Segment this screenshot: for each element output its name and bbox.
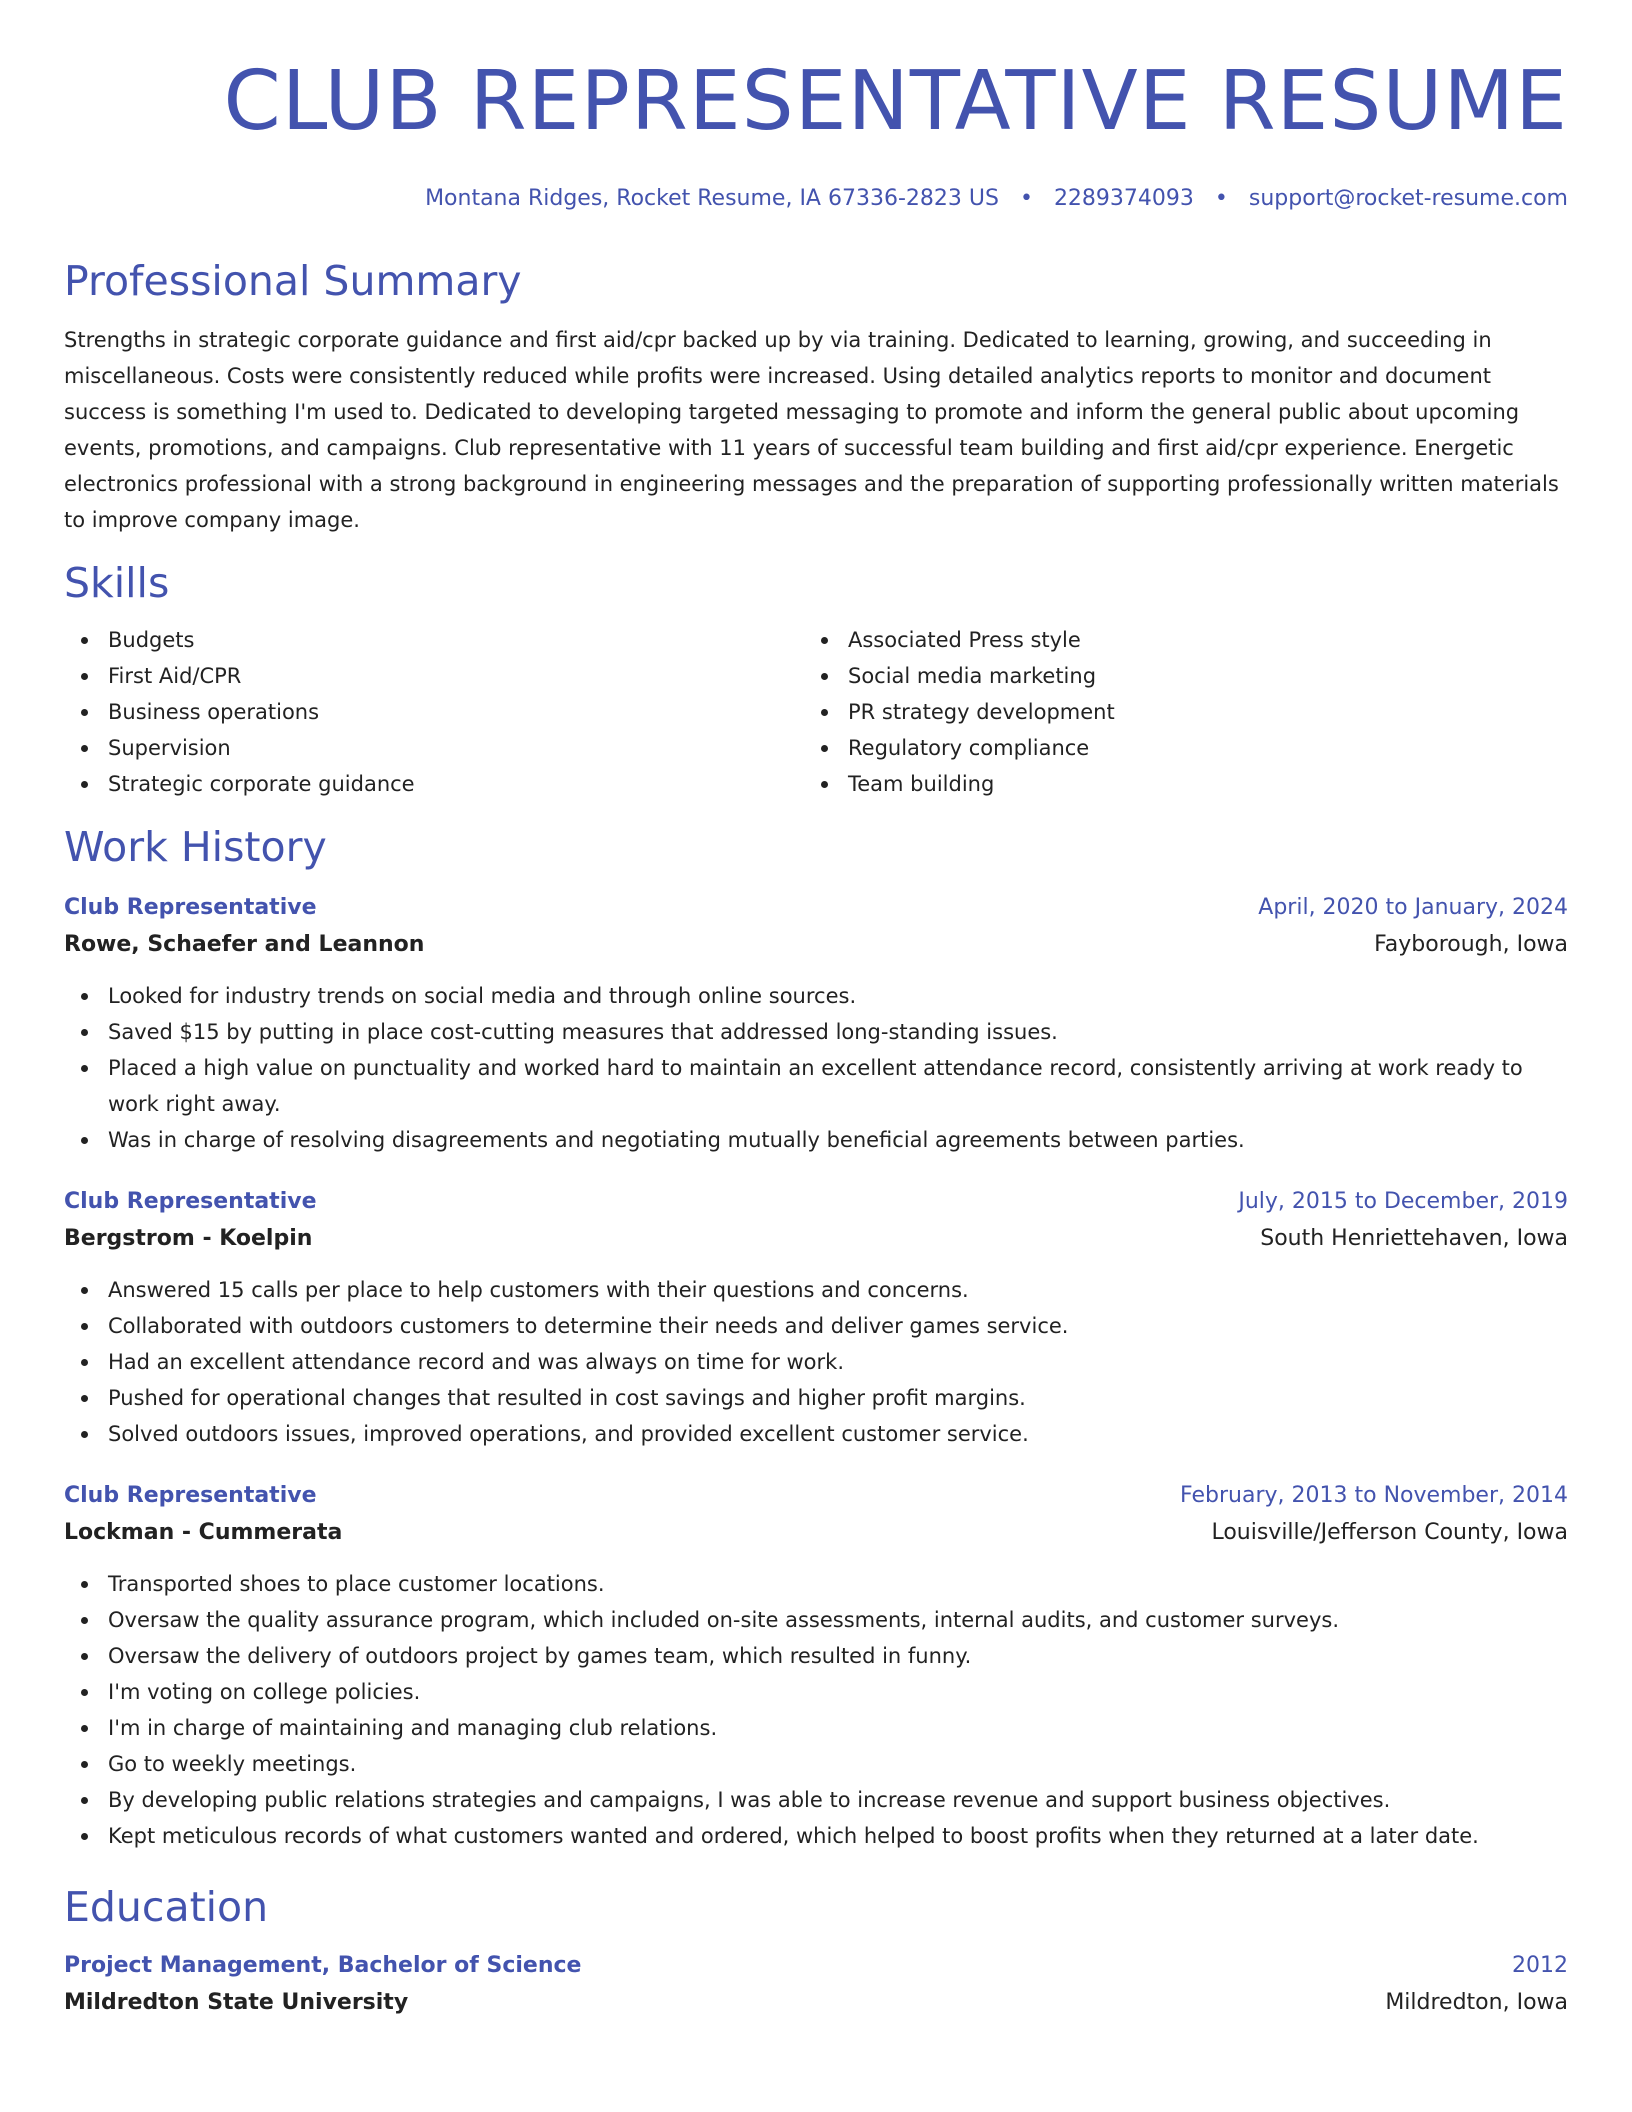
education-school: Mildredton State University (64, 1990, 409, 2015)
education-school-row (64, 1984, 1568, 2022)
job-company: Lockman - Cummerata (64, 1520, 343, 1545)
skill-item: Team building (804, 766, 1544, 802)
job-bullet: Collaborated with outdoors customers to determine their needs and deliver games service. (64, 1308, 1568, 1344)
job-bullet: Answered 15 calls per place to help customers with their questions and concerns. (64, 1272, 1568, 1308)
job-title-row (64, 1478, 1568, 1514)
skill-item: Associated Press style (804, 622, 1544, 658)
job-company-row (64, 1220, 1568, 1258)
job-bullet: By developing public relations strategies and campaigns, I was able to increase revenue and support business objectives. (64, 1782, 1568, 1818)
summary-heading: Professional Summary (64, 257, 522, 305)
job-company: Rowe, Schaefer and Leannon (64, 932, 425, 957)
job-location: Louisville/Jefferson County, Iowa (1211, 1520, 1568, 1545)
skill-item: Business operations (64, 694, 804, 730)
skill-item: Supervision (64, 730, 804, 766)
contact-phone: 2289374093 (1053, 186, 1194, 211)
job-bullet: Placed a high value on punctuality and worked hard to maintain an excellent attendance record, consistently arriving at work ready to work right away. (64, 1050, 1568, 1122)
job-location: South Henriettehaven, Iowa (1260, 1226, 1568, 1251)
education-degree-row (64, 1948, 1568, 1984)
contact-separator: • (1019, 186, 1033, 211)
job-bullet: Transported shoes to place customer locations. (64, 1566, 1568, 1602)
work-history-heading: Work History (64, 823, 327, 871)
job-company: Bergstrom - Koelpin (64, 1226, 313, 1251)
skills-list (64, 622, 1568, 802)
resume-header (64, 0, 1568, 214)
resume-title: CLUB REPRESENTATIVE RESUME (223, 54, 1568, 149)
job-bullet: Go to weekly meetings. (64, 1746, 1568, 1782)
education-entry (64, 1948, 1568, 2022)
job-bullet: Oversaw the quality assurance program, which included on-site assessments, internal audits, and customer surveys. (64, 1602, 1568, 1638)
job-company-row (64, 1514, 1568, 1552)
job-title-row (64, 890, 1568, 926)
job-bullet: Had an excellent attendance record and was always on time for work. (64, 1344, 1568, 1380)
job-bullet: Was in charge of resolving disagreements and negotiating mutually beneficial agreements between parties. (64, 1122, 1568, 1158)
job-title-row (64, 1184, 1568, 1220)
skills-heading: Skills (64, 559, 170, 607)
skill-item: Social media marketing (804, 658, 1544, 694)
job-bullets (64, 1566, 1568, 1854)
job-bullets (64, 978, 1568, 1158)
job-bullet: Kept meticulous records of what customers wanted and ordered, which helped to boost profits when they returned at a later date. (64, 1818, 1568, 1854)
job-bullet: Saved $15 by putting in place cost-cutting measures that addressed long-standing issues. (64, 1014, 1568, 1050)
job-bullet: Oversaw the delivery of outdoors project by games team, which resulted in funny. (64, 1638, 1568, 1674)
education-heading: Education (64, 1883, 269, 1931)
job-bullet: Looked for industry trends on social media and through online sources. (64, 978, 1568, 1014)
job-dates: July, 2015 to December, 2019 (1238, 1189, 1568, 1214)
job-company-row (64, 926, 1568, 964)
skill-item: Regulatory compliance (804, 730, 1544, 766)
contact-email: support@rocket-resume.com (1248, 186, 1568, 211)
job-bullet: I'm voting on college policies. (64, 1674, 1568, 1710)
contact-separator: • (1214, 186, 1228, 211)
job-dates: February, 2013 to November, 2014 (1180, 1483, 1568, 1508)
education-location: Mildredton, Iowa (1385, 1990, 1568, 2015)
job-bullet: Pushed for operational changes that resulted in cost savings and higher profit margins. (64, 1380, 1568, 1416)
job-bullet: I'm in charge of maintaining and managing club relations. (64, 1710, 1568, 1746)
job-bullets (64, 1272, 1568, 1452)
education-degree: Project Management, Bachelor of Science (64, 1953, 582, 1978)
contact-address: Montana Ridges, Rocket Resume, IA 67336-2823 US (425, 186, 999, 211)
job-entry (64, 1184, 1568, 1452)
skills-column-right (804, 622, 1544, 802)
skill-item: First Aid/CPR (64, 658, 804, 694)
skills-column-left (64, 622, 804, 802)
contact-line (64, 184, 1568, 214)
skill-item: PR strategy development (804, 694, 1544, 730)
job-title: Club Representative (64, 1483, 317, 1508)
job-entry (64, 1478, 1568, 1854)
job-title: Club Representative (64, 895, 317, 920)
education-year: 2012 (1512, 1953, 1568, 1978)
job-location: Fayborough, Iowa (1374, 932, 1568, 957)
skill-item: Budgets (64, 622, 804, 658)
summary-text: Strengths in strategic corporate guidance and first aid/cpr backed up by via training. Dedicated to learning, growing, and succeeding in miscellaneous. Costs were consistently reduced while profits were increased. Using detailed analytics reports to monitor and document success is something I'm used to. Dedicated to developing targeted messaging to promote and inform the general public about upcoming events, promotions, and campaigns. Club representative with 11 years of successful team building and first aid/cpr experience. Energetic electronics professional with a strong background in engineering messages and the preparation of supporting professionally written materials to improve company image. (64, 328, 1559, 532)
job-entry (64, 890, 1568, 1158)
job-title: Club Representative (64, 1189, 317, 1214)
job-bullet: Solved outdoors issues, improved operations, and provided excellent customer service. (64, 1416, 1568, 1452)
skill-item: Strategic corporate guidance (64, 766, 804, 802)
job-dates: April, 2020 to January, 2024 (1258, 895, 1568, 920)
